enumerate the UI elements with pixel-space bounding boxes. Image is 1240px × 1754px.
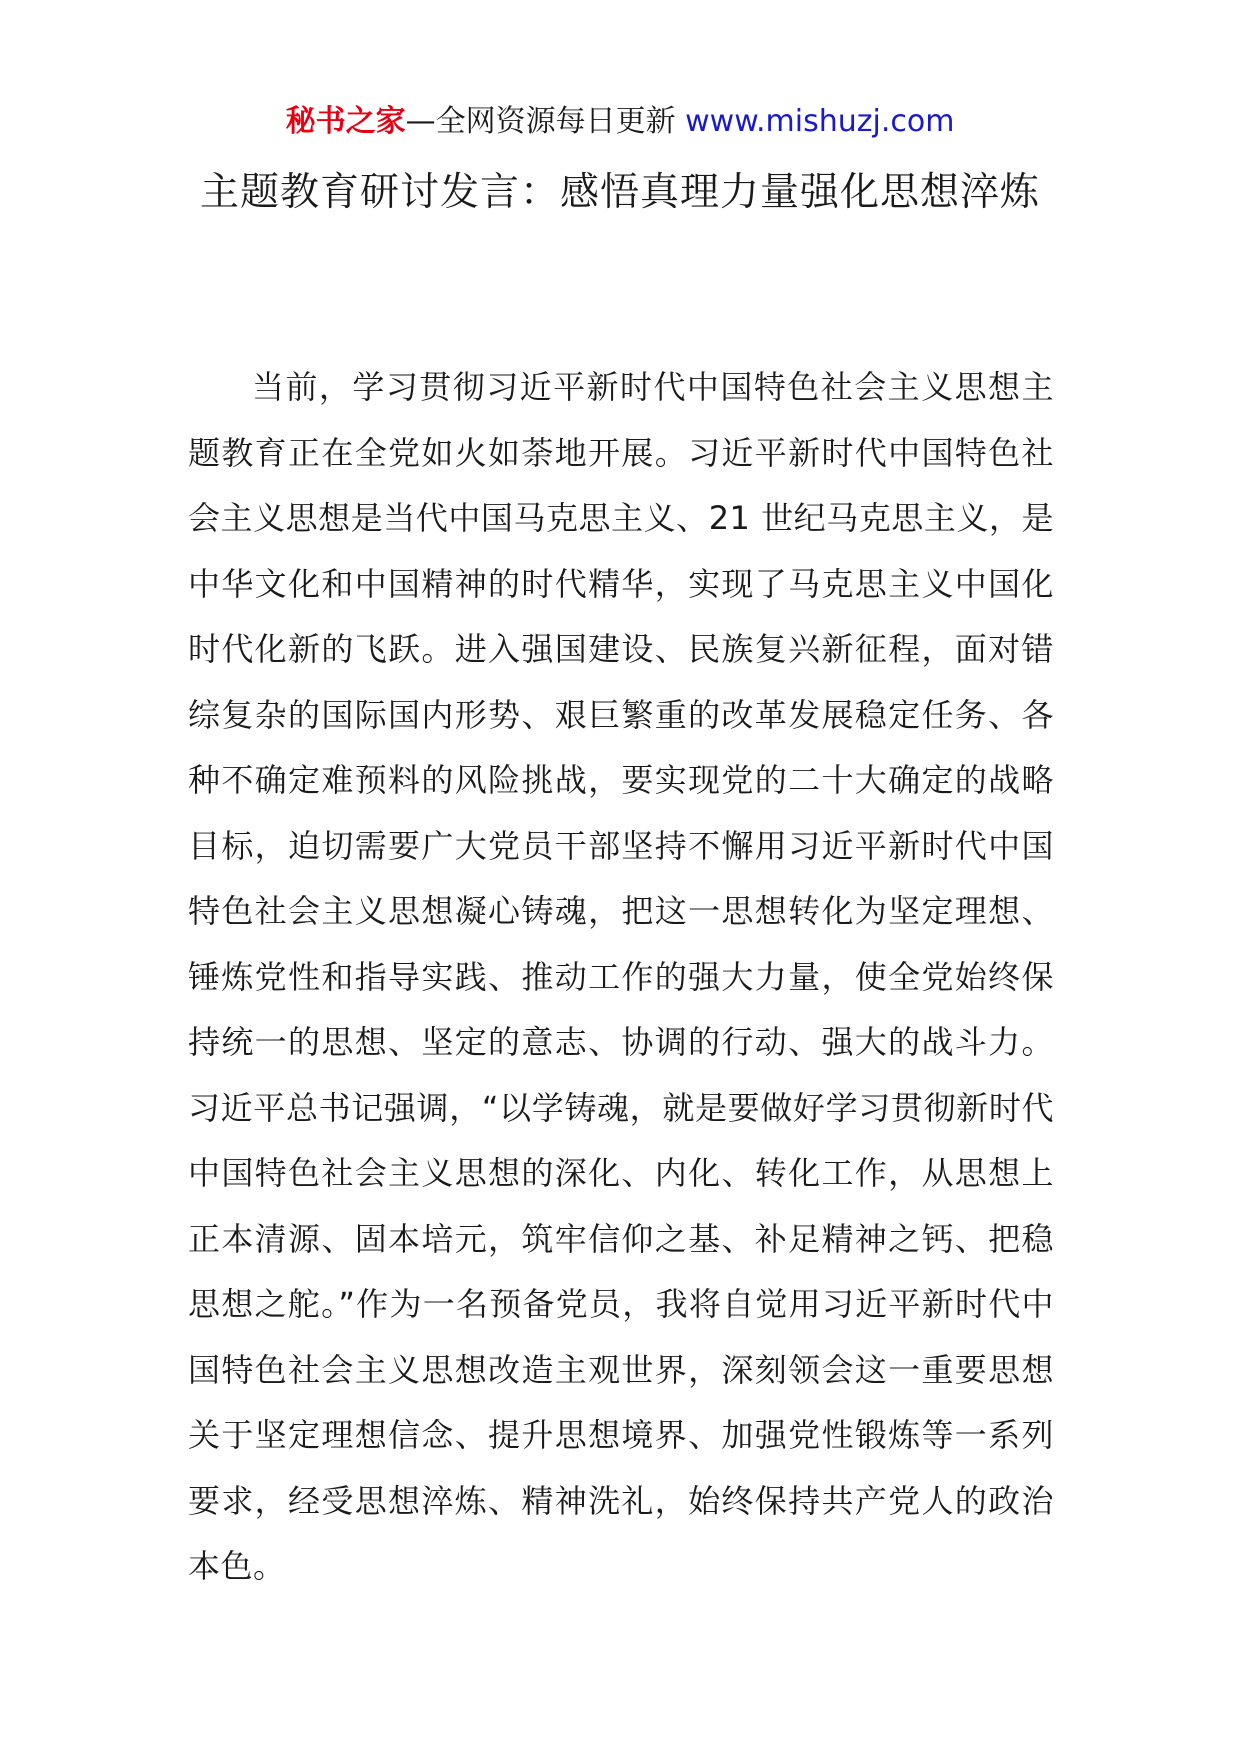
document-title: 主题教育研讨发言：感悟真理力量强化思想淬炼 <box>199 170 1040 215</box>
body-paragraph: 当前，学习贯彻习近平新时代中国特色社会主义思想主题教育正在全党如火如荼地开展。习近平新时代中国特色社会主义思想是当代中国马克思主义、21 世纪马克思主义，是中华文化和中国精神的时代精华，实现了马克思主义中国化时代化新的飞跃。进入强国建设、民族复兴新征程，面对错综复杂的国际国内形势、艰巨繁重的改革发展稳定任务、各种不确定难预料的风险挑战，要实现党的二十大确定的战略目标，迫切需要广大党员干部坚持不懈用习近平新时代中国特色社会主义思想凝心铸魂，把这一思想转化为坚定理想、锤炼党性和指导实践、推动工作的强大力量，使全党始终保持统一的思想、坚定的意志、协调的行动、强大的战斗力。习近平总书记强调，“以学铸魂，就是要做好学习贯彻新时代中国特色社会主义思想的深化、内化、转化工作，从思想上正本清源、固本培元，筑牢信仰之基、补足精神之钙、把稳思想之舵。”作为一名预备党员，我将自觉用习近平新时代中国特色社会主义思想改造主观世界，深刻领会这一重要思想关于坚定理想信念、提升思想境界、加强党性锻炼等一系列要求，经受思想淬炼、精神洗礼，始终保持共产党人的政治本色。 <box>188 368 1054 1585</box>
brand-name: 秘书之家 <box>285 104 406 139</box>
site-url-link[interactable]: www.mishuzj.com <box>685 104 955 139</box>
site-header <box>0 100 1240 144</box>
header-tagline: —全网资源每日更新 <box>405 104 676 139</box>
